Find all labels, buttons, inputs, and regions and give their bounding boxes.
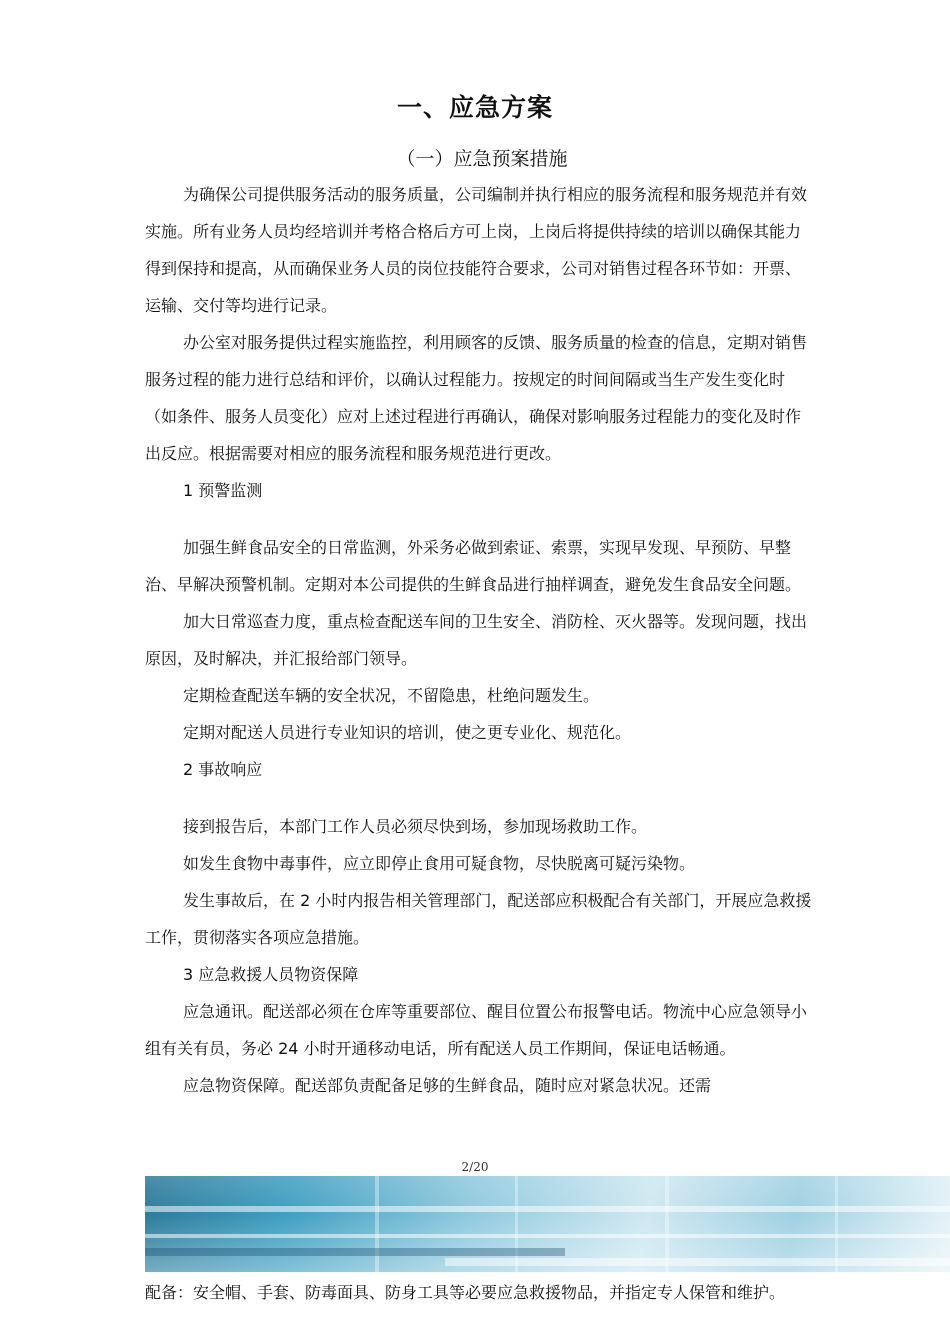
paragraph: 接到报告后，本部门工作人员必须尽快到场，参加现场救助工作。 bbox=[183, 817, 648, 836]
paragraph: 应急物资保障。配送部负责配备足够的生鲜食品，随时应对紧急状况。还需 bbox=[183, 1076, 712, 1095]
continuation-text: 配备：安全帽、手套、防毒面具、防身工具等必要应急救援物品，并指定专人保管和维护。 bbox=[145, 1283, 786, 1302]
paragraph: 应急通讯。配送部必须在仓库等重要部位、醒目位置公布报警电话。物流中心应急领导小组有关有员，务必 24 小时开通移动电话，所有配送人员工作期间，保证电话畅通。 bbox=[145, 1002, 808, 1058]
heading-accident-response: 2 事故响应 bbox=[183, 760, 263, 779]
page-title: 一、应急方案 bbox=[396, 93, 553, 122]
paragraph: 如发生食物中毒事件，应立即停止食用可疑食物，尽快脱离可疑污染物。 bbox=[183, 854, 696, 873]
paragraph: 发生事故后，在 2 小时内报告相关管理部门，配送部应积极配合有关部门，开展应急救援工作，贯彻落实各项应急措施。 bbox=[145, 891, 812, 947]
section-subtitle: （一）应急预案措施 bbox=[396, 148, 568, 170]
heading-early-warning: 1 预警监测 bbox=[183, 481, 263, 500]
paragraph: 加强生鲜食品安全的日常监测，外采务必做到索证、索票，实现早发现、早预防、早整治、早解决预警机制。定期对本公司提供的生鲜食品进行抽样调查，避免发生食品安全问题。 bbox=[145, 538, 802, 594]
body-text bbox=[145, 176, 815, 1104]
paragraph-monitoring: 办公室对服务提供过程实施监控，利用顾客的反馈、服务质量的检查的信息，定期对销售服务过程的能力进行总结和评价，以确认过程能力。按规定的时间间隔或当生产发生变化时（如条件、服务人员变化）应对上述过程进行再确认，确保对影响服务过程能力的变化及时作出反应。根据需要对相应的服务流程和服务规范进行更改。 bbox=[145, 333, 808, 463]
heading-emergency-support: 3 应急救援人员物资保障 bbox=[183, 965, 359, 984]
paragraph-intro: 为确保公司提供服务活动的服务质量，公司编制并执行相应的服务流程和服务规范并有效实施。所有业务人员均经培训并考格合格后方可上岗，上岗后将提供持续的培训以确保其能力得到保持和提高，从而确保业务人员的岗位技能符合要求，公司对销售过程各环节如：开票、运输、交付等均进行记录。 bbox=[145, 185, 808, 315]
paragraph: 定期对配送人员进行专业知识的培训，使之更专业化、规范化。 bbox=[183, 723, 632, 742]
page-number: 2/20 bbox=[461, 1160, 489, 1174]
paragraph: 定期检查配送车辆的安全状况，不留隐患，杜绝问题发生。 bbox=[183, 686, 600, 705]
paragraph: 加大日常巡查力度，重点检查配送车间的卫生安全、消防栓、灭火器等。发现问题，找出原因，及时解决，并汇报给部门领导。 bbox=[145, 612, 808, 668]
footer-banner-image bbox=[145, 1176, 950, 1272]
